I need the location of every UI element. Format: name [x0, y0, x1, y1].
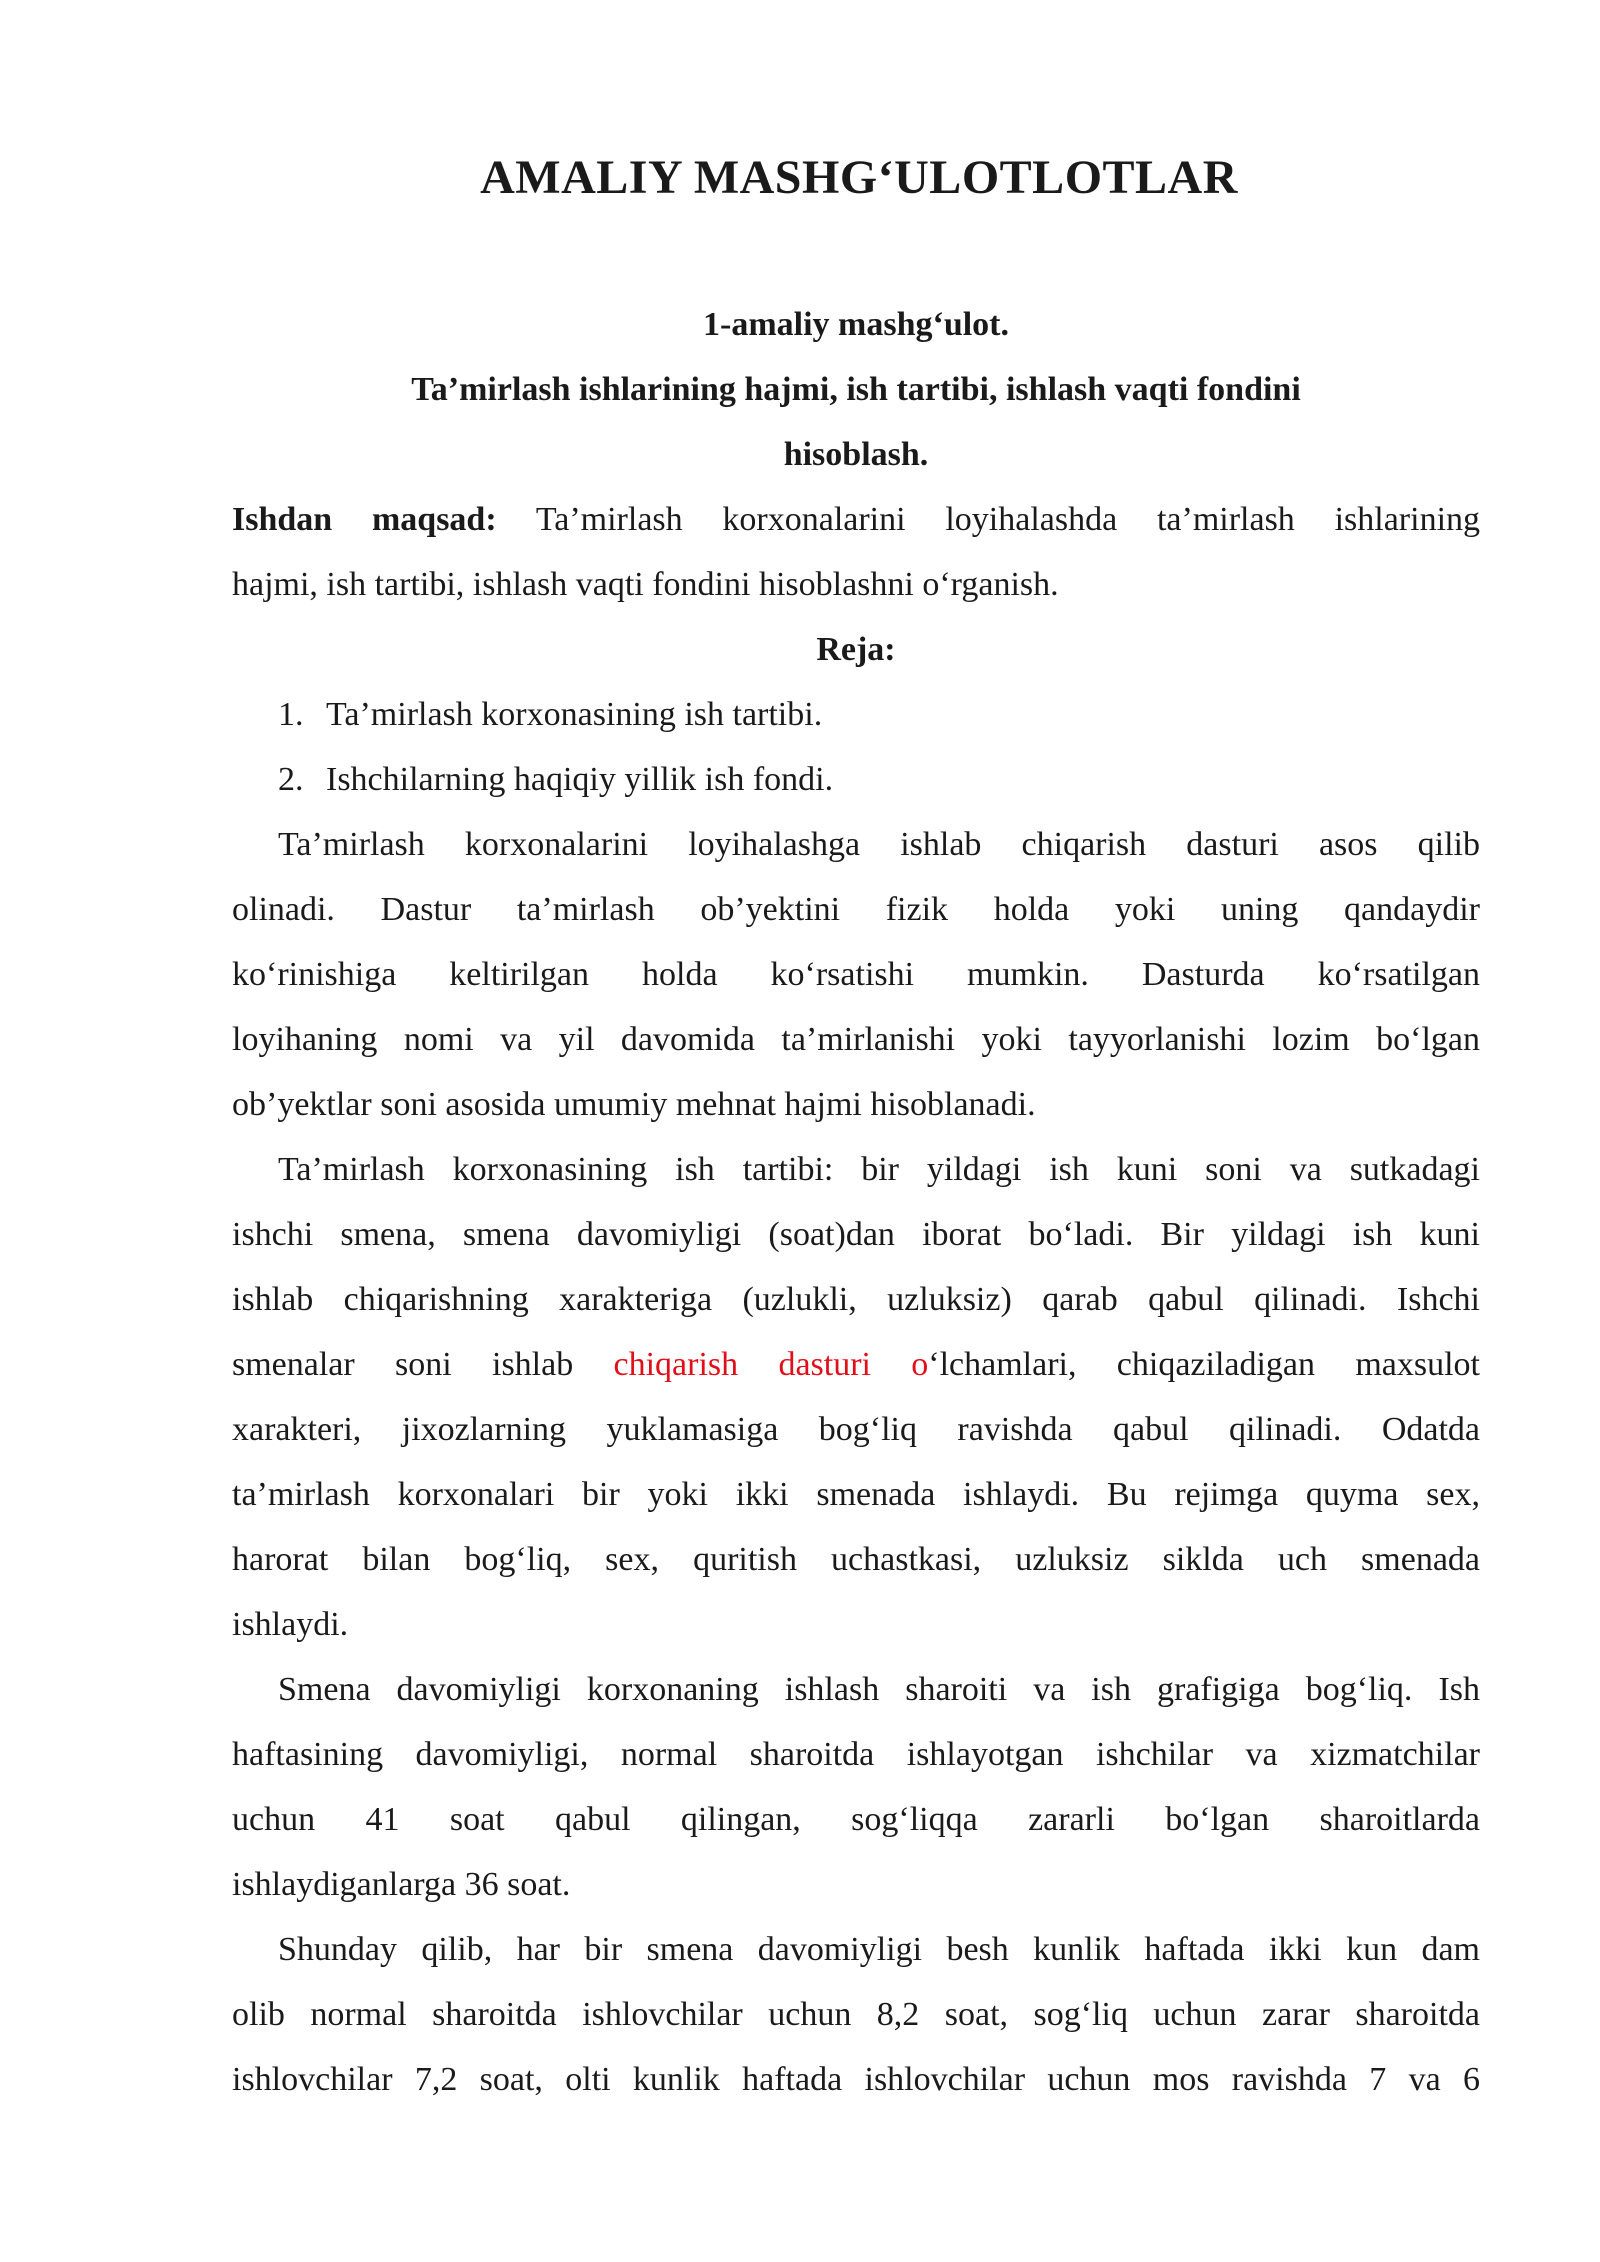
paragraph-2: Ta’mirlash korxonasining ish tartibi: bir yildagi ish kuni soni va sutkadagi ishchi smena, smena davomiyligi (soat)dan iborat bo‘ladi. Bir yildagi ish kuni ishlab chiqarishning xarakteriga (uzlukli, uzluksiz) qarab qabul qilinadi. Ishchi smenalar soni ishlab chiqarish dasturi o‘lchamlari, chiqaziladigan maxsulot xarakteri, jixozlarning yuklamasiga bog‘liq ravishda qabul qilinadi. Odatda ta’mirlash korxonalari bir yoki ikki smenada ishlaydi. Bu rejimga quyma sex, harorat bilan bog‘liq, sex, quritish uchastkasi, uzluksiz siklda uch smenada ishlaydi. [232, 1151, 1480, 1643]
plan-item: 1. Ta’mirlash korxonasining ish tartibi. [278, 696, 823, 733]
highlighted-text: chiqarish dasturi o [613, 1346, 929, 1383]
plan-list [278, 682, 833, 812]
goal-line2: hajmi, ish tartibi, ishlash vaqti fondini hisoblashni o‘rganish. [232, 566, 1059, 603]
exercise-topic-line1: Ta’mirlash ishlarining hajmi, ish tartibi, ishlash vaqti fondini [411, 371, 1301, 408]
paragraph-4: Shunday qilib, har bir smena davomiyligi besh kunlik haftada ikki kun dam olib normal sharoitda ishlovchilar uchun 8,2 soat, sog‘liq uchun zarar sharoitda ishlovchilar 7,2 soat, olti kunlik haftada ishlovchilar uchun mos ravishda 7 va 6 [232, 1931, 1480, 2098]
goal-text1: Ta’mirlash korxonalarini loyihalashda ta’mirlash ishlarining [535, 501, 1481, 538]
paragraph2-line4: smenalar soni ishlab chiqarish dasturi o‘lchamlari, chiqaziladigan maxsulot [232, 1346, 1480, 1383]
document-title: AMALIY MASHG‘ULOTLOTLAR [480, 151, 1238, 204]
exercise-number: 1-amaliy mashg‘ulot. [703, 306, 1009, 343]
plan-item: 2. Ishchilarning haqiqiy yillik ish fondi. [278, 761, 834, 798]
exercise-topic-line2: hisoblash. [783, 436, 929, 473]
goal-line1 [232, 487, 1480, 552]
paragraph-1: Ta’mirlash korxonalarini loyihalashga ishlab chiqarish dasturi asos qilib olinadi. Dastur ta’mirlash ob’yektini fizik holda yoki uning qandaydir ko‘rinishiga keltirilgan holda ko‘rsatishi mumkin. Dasturda ko‘rsatilgan loyihaning nomi va yil davomida ta’mirlanishi yoki tayyorlanishi lozim bo‘lgan ob’yektlar soni asosida umumiy mehnat hajmi hisoblanadi. [232, 826, 1480, 1123]
paragraph-3: Smena davomiyligi korxonaning ishlash sharoiti va ish grafigiga bog‘liq. Ish haftasining davomiyligi, normal sharoitda ishlayotgan ishchilar va xizmatchilar uchun 41 soat qabul qilingan, sog‘liqqa zararli bo‘lgan sharoitlarda ishlaydiganlarga 36 soat. [232, 1671, 1480, 1903]
plan-label: Reja: [816, 631, 896, 668]
goal-block [232, 487, 1480, 682]
goal-label: Ishdan maqsad: [232, 501, 497, 538]
